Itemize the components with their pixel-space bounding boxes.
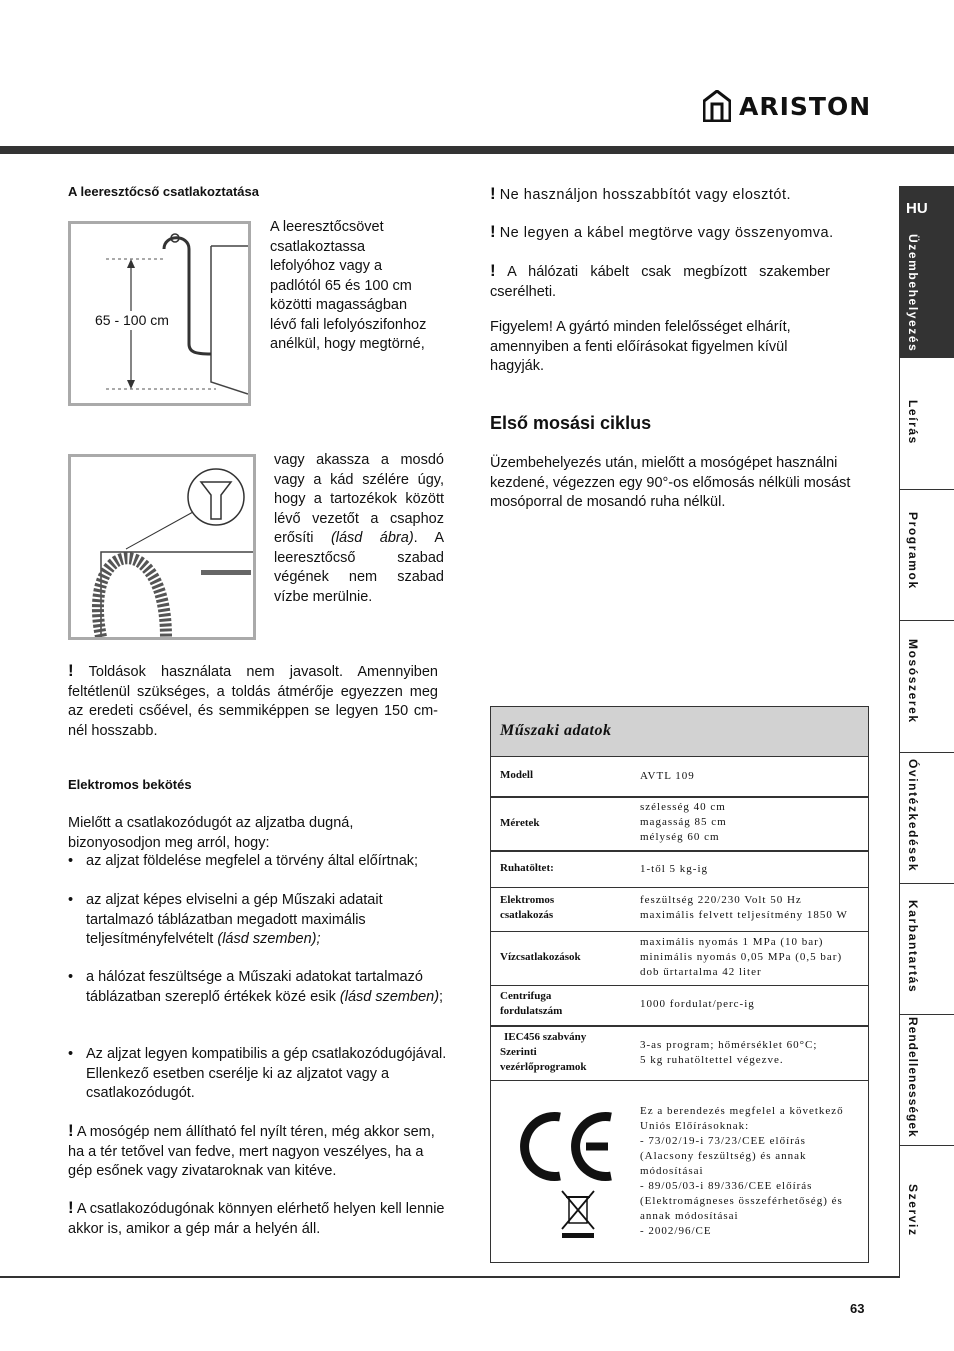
ce-mark-icon (518, 1109, 618, 1187)
spec-row-water: Vízcsatlakozások maximális nyomás 1 MPa (10 bar) minimális nyomás 0,05 MPa (0,5 bar) dob űrtartalma 42 liter (491, 932, 868, 986)
sidebar-item-label: Leírás (906, 400, 920, 445)
warning-outdoor: ! A mosógép nem állítható fel nyílt téren, még akkor sem, ha a tér tetővel van fedve, mert nagyon veszélyes, ha a gép esőnek vagy zivataroknak van kitéve. (68, 1121, 435, 1179)
warning-replace: ! A hálózati kábelt csak megbízott szakember cserélheti. (490, 261, 830, 300)
figure-height-label: 65 - 100 cm (95, 311, 169, 330)
sidebar-item-installation[interactable] (900, 228, 954, 358)
electrical-title: Elektromos bekötés (68, 777, 192, 792)
spec-table (490, 706, 869, 1263)
drain-text-line: közötti magasságban (270, 297, 408, 313)
sidebar-item-label: Szerviz (906, 1184, 920, 1237)
sidebar-item-label: Karbantartás (906, 900, 920, 994)
spec-row-dimensions: Méretek szélesség 40 cm magasság 85 cm mélység 60 cm (491, 798, 868, 852)
spec-row-iec: IEC456 szabvány Szerinti vezérlőprogramok 3-as program; hőmérséklet 60°C; 5 kg ruhatöltettel végezve. (491, 1027, 868, 1081)
brand-logo (703, 90, 871, 122)
warning-no-extension: ! Ne használjon hosszabbítót vagy elosztót. (490, 184, 792, 203)
bullet-item-voltage: • a hálózat feszültsége a Műszaki adatokat tartalmazó táblázatban szereplő értékek közé esik (lásd szemben); (68, 969, 444, 1005)
header-bar (0, 146, 954, 154)
sidebar-item-maintenance[interactable] (900, 884, 954, 1015)
warning-icon: ! (68, 1198, 74, 1217)
sidebar-item-label: Programok (906, 512, 920, 590)
drain-hook-illustration (71, 457, 253, 637)
sidebar-item-programs[interactable] (900, 490, 954, 621)
footer-line (0, 1276, 900, 1278)
spec-row-ce: Ez a berendezés megfelel a következő Uniós Előírásoknak: - 73/02/19-i 73/23/CEE előírás (Alacsony feszültség) és annak módosításai - 89/05/03-i 89/336/CEE előírás (Elektromágneses összeférhetőség) és annak módosításai - 2002/96/CE (491, 1081, 868, 1262)
sidebar-item-detergents[interactable] (900, 621, 954, 753)
drain-text-1 (270, 218, 460, 355)
weee-bin-icon (559, 1189, 597, 1242)
warning-extension: ! Toldások használata nem javasolt. Amennyiben feltétlenül szükséges, a toldás átmérője egyezzen meg az eredeti csőével, és semmiképpen se legyen 150 cm-nél hosszabb. (68, 661, 438, 739)
warning-icon: ! (490, 184, 496, 203)
spec-row-load: Ruhatöltet: 1-től 5 kg-ig (491, 852, 868, 888)
sidebar-item-service[interactable] (900, 1146, 954, 1276)
attention-text: Figyelem! A gyártó minden felelősséget elhárít, amennyiben a fenti előírásokat figyelmen kívül hagyják. (490, 319, 791, 374)
warning-icon: ! (68, 1121, 74, 1140)
drain-text-line: anélkül, hogy megtörné, (270, 336, 425, 352)
bullet-icon: • (68, 853, 74, 869)
brand-name: ARISTON (739, 91, 872, 121)
spec-row-spin: Centrifuga fordulatszám 1000 fordulat/perc-ig (491, 986, 868, 1027)
house-logo-icon (703, 90, 731, 122)
bullet-item-compatible: • Az aljzat legyen kompatibilis a gép csatlakozódugójával. Ellenkező esetben cserélje ki az aljzatot vagy a csatlakozódugót. (68, 1046, 447, 1101)
warning-icon: ! (490, 261, 496, 280)
drain-text-2: vagy akassza a mosdó vagy a kád szélére úgy, hogy a tartozékok között lévő vezetőt a csaphoz erősíti (lásd ábra). A leeresztőcső szabad végének nem szabad vízbe merülnie. (274, 452, 444, 605)
first-wash-text: Üzembehelyezés után, mielőtt a mosógépet használni kezdené, végezzen egy 90°-os előmosás nélküli mosást mosóporral de mosandó ruha nélkül. (490, 455, 851, 510)
electrical-intro: Mielőtt a csatlakozódugót az aljzatba dugná, bizonyosodjon meg arról, hogy: (68, 815, 354, 851)
spec-row-electric: Elektromos csatlakozás feszültség 220/230 Volt 50 Hz maximális felvett teljesítmény 1850 W (491, 888, 868, 932)
drain-text-line: A leeresztőcsövet (270, 219, 384, 235)
bullet-item-grounding: • az aljzat földelése megfelel a törvény által előírtnak; (68, 852, 448, 872)
first-wash-title: Első mosási ciklus (490, 413, 652, 433)
warning-access: ! A csatlakozódugónak könnyen elérhető helyen kell lennie akkor is, amikor a gép már a helyén áll. (68, 1198, 445, 1237)
bullet-item-power: • az aljzat képes elviselni a gép Műszaki adatait tartalmazó táblázatban megadott maximális teljesítményfelvételt (lásd szemben); (68, 892, 383, 947)
sidebar-item-label: Óvintézkedések (906, 759, 920, 873)
bullet-icon: • (68, 892, 74, 908)
sidebar-item-precautions[interactable] (900, 753, 954, 884)
figure-drain-hook (68, 454, 256, 640)
drain-title: A leeresztőcső csatlakoztatása (68, 184, 260, 199)
warning-icon: ! (490, 222, 496, 241)
bullet-icon: • (68, 969, 74, 985)
sidebar-item-troubleshooting[interactable] (900, 1015, 954, 1146)
warning-icon: ! (68, 661, 74, 680)
page-number: 63 (850, 1301, 865, 1316)
language-tab[interactable]: HU (900, 186, 954, 228)
warning-cable: ! Ne legyen a kábel megtörve vagy összenyomva. (490, 222, 834, 241)
sidebar-item-description[interactable] (900, 358, 954, 490)
drain-text-line: lévő fali lefolyószifonhoz (270, 316, 427, 333)
sidebar-item-label: Rendellenességek (906, 1017, 920, 1138)
sidebar-item-label: Mosószerek (906, 639, 920, 724)
sidebar-item-label: Üzembehelyezés (906, 234, 920, 353)
bullet-icon: • (68, 1046, 74, 1062)
spec-title: Műszaki adatok (491, 707, 868, 757)
drain-text-line: csatlakoztassa (270, 238, 366, 255)
drain-text-line: lefolyóhoz vagy a (270, 258, 383, 274)
spec-row-model: Modell AVTL 109 (491, 757, 868, 798)
drain-text-line: padlótól 65 és 100 cm (270, 277, 412, 294)
